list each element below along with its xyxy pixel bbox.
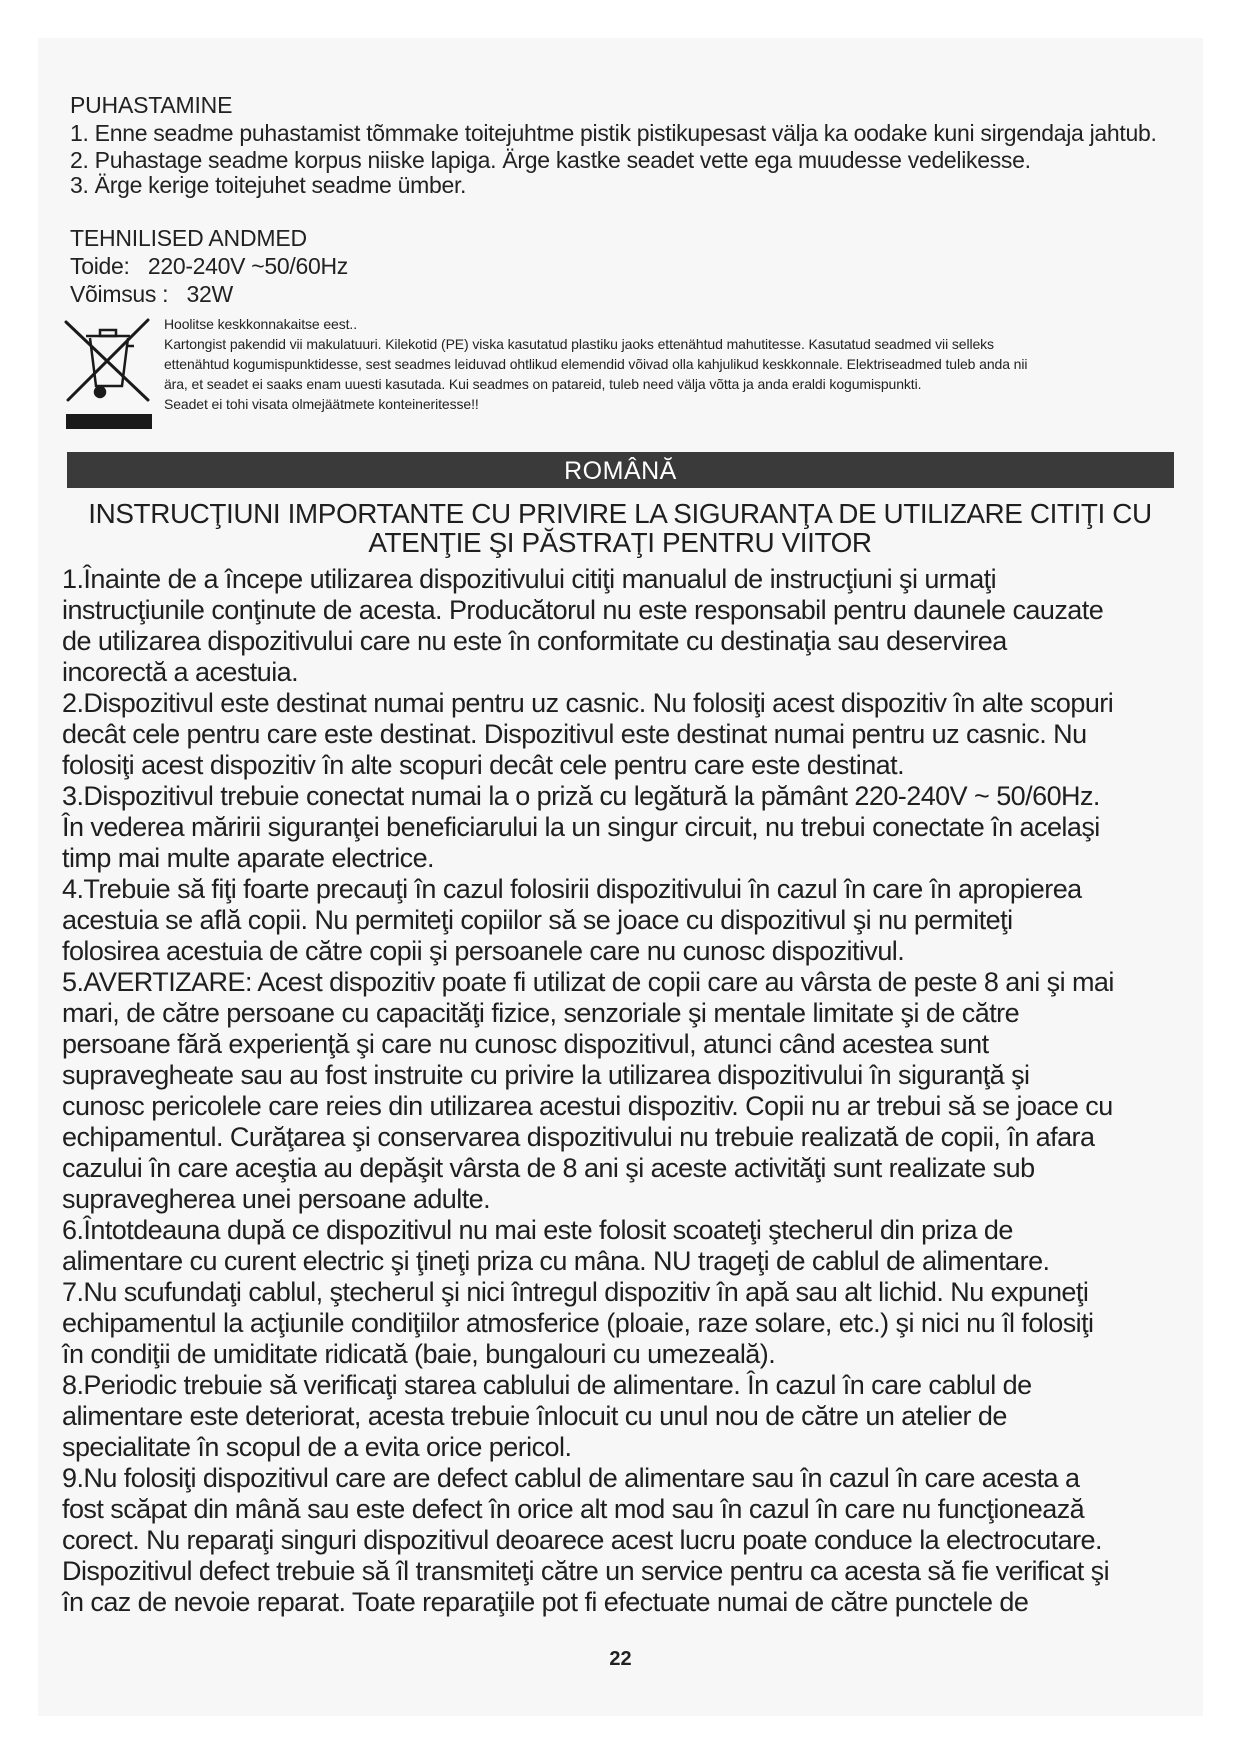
safety-line: de utilizarea dispozitivului care nu este în conformitate cu destinaţia sau deservirea — [62, 626, 1007, 656]
safety-line: cazului în care aceştia au depăşit vârsta de 8 ani şi aceste activităţi sunt realizate sub — [62, 1153, 1035, 1183]
recycling-line-3: ettenähtud kogumispunktidesse, sest seadmes leiduvad ohtlikud elemendid võivad olla kahjulikud keskkonnale. Elektriseadmed tuleb anda nii — [164, 356, 1028, 372]
safety-line: supravegherea unei persoane adulte. — [62, 1184, 491, 1214]
safety-line: În vederea măririi siguranţei beneficiarului la un singur circuit, nu trebui conectate în acelaşi — [62, 812, 1100, 842]
safety-line: 5.AVERTIZARE: Acest dispozitiv poate fi utilizat de copii care au vârsta de peste 8 ani şi mai — [62, 967, 1114, 997]
safety-line: în caz de nevoie reparat. Toate reparaţiile pot fi efectuate numai de către punctele de — [62, 1587, 1029, 1617]
safety-line: mari, de către persoane cu capacităţi fizice, senzoriale şi mentale limitate şi de către — [62, 998, 1020, 1028]
safety-line: Dispozitivul defect trebuie să îl transmiteţi către un service pentru ca acesta să fie verificat şi — [62, 1556, 1110, 1586]
safety-line: 8.Periodic trebuie să verificaţi starea cablului de alimentare. În cazul în care cablul de — [62, 1370, 1032, 1400]
safety-title-line-1: INSTRUCŢIUNI IMPORTANTE CU PRIVIRE LA SIGURANŢA DE UTILIZARE CITIŢI CU — [88, 498, 1152, 529]
safety-line: 1.Înainte de a începe utilizarea dispozitivului citiţi manualul de instrucţiuni şi urmaţi — [62, 564, 997, 594]
crossed-out-wheelie-bin-icon — [62, 316, 154, 404]
safety-line: decât cele pentru care este destinat. Dispozitivul este destinat numai pentru uz casnic. Nu — [62, 719, 1087, 749]
safety-line: timp mai multe aparate electrice. — [62, 843, 435, 873]
safety-line: alimentare este deteriorat, acesta trebuie înlocuit cu unul nou de către un atelier de — [62, 1401, 1007, 1431]
safety-line: cunosc pericolele care reies din utilizarea acestui dispozitiv. Copii nu ar trebui să se joace cu — [62, 1091, 1113, 1121]
safety-line: echipamentul. Curăţarea şi conservarea dispozitivului nu trebuie realizată de copii, în afara — [62, 1122, 1095, 1152]
safety-line: fost scăpat din mână sau este defect în orice alt mod sau în cazul în care nu funcţionează — [62, 1494, 1085, 1524]
safety-line: incorectă a acestuia. — [62, 657, 299, 687]
safety-line: alimentare cu curent electric şi ţineţi priza cu mâna. NU trageţi de cablul de alimentare. — [62, 1246, 1050, 1276]
safety-line: 7.Nu scufundaţi cablul, ştecherul şi nici întregul dispozitiv în apă sau alt lichid. Nu expuneţi — [62, 1277, 1089, 1307]
tech-power-supply: Toide: 220-240V ~50/60Hz — [70, 253, 348, 279]
recycling-line-4: ära, et seadet ei saaks enam uuesti kasutada. Kui seadmes on patareid, tuleb need välja võtta ja anda eraldi kogumispunkti. — [164, 376, 922, 392]
safety-line: corect. Nu reparaţi singuri dispozitivul deoarece acest lucru poate conduce la electrocutare. — [62, 1525, 1102, 1555]
cleaning-heading: PUHASTAMINE — [70, 92, 233, 118]
safety-line: 3.Dispozitivul trebuie conectat numai la o priză cu legătură la pământ 220-240V ~ 50/60Hz. — [62, 781, 1100, 811]
safety-line: 4.Trebuie să fiţi foarte precauţi în cazul folosirii dispozitivului în cazul în care în apropierea — [62, 874, 1082, 904]
safety-line: specialitate în scopul de a evita orice pericol. — [62, 1432, 572, 1462]
tech-power: Võimsus : 32W — [70, 281, 233, 307]
safety-line: 2.Dispozitivul este destinat numai pentru uz casnic. Nu folosiţi acest dispozitiv în alte scopuri — [62, 688, 1114, 718]
safety-line: acestuia se află copii. Nu permiteţi copiilor să se joace cu dispozitivul şi nu permiteţi — [62, 905, 1013, 935]
safety-line: 9.Nu folosiţi dispozitivul care are defect cablul de alimentare sau în cazul în care acesta a — [62, 1463, 1080, 1493]
safety-line: 6.Întotdeauna după ce dispozitivul nu mai este folosit scoateţi ştecherul din priza de — [62, 1215, 1013, 1245]
safety-line: folosiţi acest dispozitiv în alte scopuri decât cele pentru care este destinat. — [62, 750, 905, 780]
safety-line: supravegheate sau au fost instruite cu privire la utilizarea dispozitivului în siguranţă şi — [62, 1060, 1030, 1090]
safety-line: în condiţii de umiditate ridicată (baie, bungalouri cu umezeală). — [62, 1339, 776, 1369]
tech-heading: TEHNILISED ANDMED — [70, 225, 307, 251]
safety-line: instrucţiunile conţinute de acesta. Producătorul nu este responsabil pentru daunele cauzate — [62, 595, 1104, 625]
safety-line: folosirea acestuia de către copii şi persoanele care nu cunosc dispozitivul. — [62, 936, 905, 966]
recycling-line-5: Seadet ei tohi visata olmejäätmete konteineritesse!! — [164, 396, 479, 412]
cleaning-line-2: 2. Puhastage seadme korpus niiske lapiga. Ärge kastke seadet vette ega muudesse vedelikesse. — [70, 147, 1031, 173]
cleaning-line-1: 1. Enne seadme puhastamist tõmmake toitejuhtme pistik pistikupesast välja ka oodake kuni sirgendaja jahtub. — [70, 120, 1157, 146]
page-number: 22 — [609, 1648, 632, 1670]
language-band: ROMÂNĂ — [67, 452, 1174, 488]
safety-line: echipamentul la acţiunile condiţiilor atmosferice (ploaie, raze solare, etc.) şi nici nu îl folosiţi — [62, 1308, 1094, 1338]
cleaning-line-3: 3. Ärge kerige toitejuhet seadme ümber. — [70, 172, 467, 198]
recycling-line-2: Kartongist pakendid vii makulatuuri. Kilekotid (PE) viska kasutatud plastiku jaoks ettenähtud mahutitesse. Kasutatud seadmed vii selleks — [164, 336, 994, 352]
safety-line: persoane fără experienţă şi care nu cunosc dispozitivul, atunci când acestea sunt — [62, 1029, 989, 1059]
weee-bar — [66, 414, 152, 429]
recycling-line-1: Hoolitse keskkonnakaitse eest.. — [164, 316, 358, 332]
safety-title-line-2: ATENŢIE ŞI PĂSTRAŢI PENTRU VIITOR — [368, 527, 872, 558]
